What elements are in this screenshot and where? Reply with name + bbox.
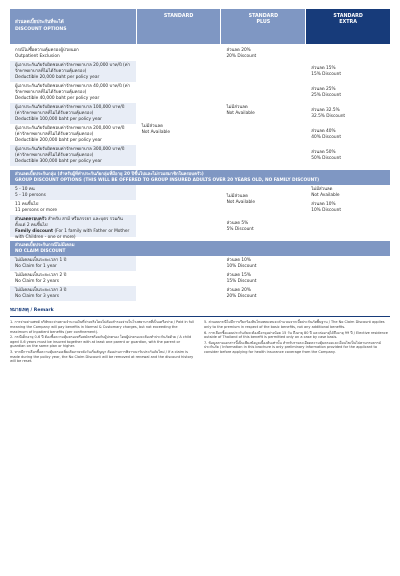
group-discount-header: ส่วนลดเบี้ยประกันกลุ่ม (สำหรับผู้ที่ทำประกันภัยกลุ่มที่มีอายุ 20 ปีขึ้นไปและไม่รวมสมาชิกในครอบครัว) GROUP DISCOUNT OPTIONS (THIS WILL BE OFFERED TO GROUP INSURED ADULTS OVER 20 YEARS OLD, NO FAMILY DISCOUNT)	[10, 170, 390, 185]
remarks-right-column	[204, 320, 390, 364]
table-row: ไม่มีเคลมเป็นระยะเวลา 3 ปี No Claim for 3 years	[10, 286, 136, 301]
header-discount-options	[10, 9, 136, 44]
header-standard-plus: STANDARD PLUS	[221, 9, 305, 44]
extra-deductible-100000: ส่วนลด 32.5% 32.5% Discount	[311, 108, 346, 119]
group-extra-5-10: ไม่มีส่วนลด Not Available	[311, 187, 340, 198]
plus-not-available: ไม่มีส่วนลด Not Available	[226, 105, 255, 116]
extra-deductible-40000: ส่วนลด 25% 25% Discount	[311, 87, 342, 98]
table-row: ไม่มีเคลมเป็นระยะเวลา 2 ปี No Claim for 2 years	[15, 273, 67, 285]
no-claim-section	[10, 256, 390, 301]
header-discount-th: ส่วนลดเบี้ยประกันที่จะได้	[15, 20, 64, 26]
remarks-title: หมายเหตุ / Remark	[10, 307, 390, 317]
table-row: ผู้เอาประกันภัยรับผิดชอบค่ารักษาพยาบาล 200,000 บาท/ปี (ค่ารักษาพยาบาลที่ไม่ได้รับความคุ้มครอง) Deductible 200,000 baht per policy year	[15, 126, 125, 143]
no-claim-header: ส่วนลดเบี้ยประกันกรณีไม่มีเคลม NO CLAIM DISCOUNT	[10, 241, 390, 256]
remark-item: 6. การเลือกซื้อแผนประกันภัยจะต้องมีอายุอย่างน้อย 15 วัน ถึงอายุ 80 ปี และต่ออายุได้ถึงอายุ 99 ปี / Elective residence outside of Thailand of this benefit is permitted only on a case by case basis.	[204, 330, 388, 340]
remarks-body	[10, 320, 390, 364]
table-row: กรณีไม่ซื้อความคุ้มครองผู้ป่วยนอก Outpatient Exclusion	[15, 48, 79, 59]
no-claim-1-year: ส่วนลด 10% 10% Discount	[226, 258, 257, 270]
discount-table	[10, 9, 390, 365]
table-row: ผู้เอาประกันภัยรับผิดชอบค่ารักษาพยาบาล 40,000 บาท/ปี (ค่ารักษาพยาบาลที่ไม่ได้รับความคุ้มครอง) Deductible 40,000 baht per policy year	[15, 84, 131, 101]
remark-item: 1. การจ่ายค่าแพทย์ บริษัทจะจ่ายตามจำนวนเงินที่จ่ายจริงโดยไม่ต้องสำรองจ่ายในโรงพยาบาลที่เป็นเครือข่าย / Paid in full meaning the Company will pay benefits in Normal & Customary charges, but not exceeding the maximum of Inpatient benefits (per confinement).	[10, 320, 195, 334]
remark-item: 3. หากมีการเลือกซื้อความคุ้มครองเพิ่มเติมภายหลังวันเริ่มสัญญา ต้องผ่านการพิจารณารับประกันภัยใหม่ / If a claim is made during the policy year, the No Claim Discount will be removed at renewal and the discount history will be reset.	[10, 349, 194, 364]
table-header	[10, 9, 390, 44]
group-discount-section	[10, 185, 390, 240]
remark-item: 2. กรณีเด็กอายุ 0-6 ปี ต้องซื้อความคุ้มครองหรือสมัครพร้อมกับผู้ปกครอง โดยผู้ปกครองจะต้องทำประกันภัยด้วย / A child aged 0-6 years must be insured together with at least one parent or guardian, with the parent or guardian on the same plan or higher.	[10, 335, 192, 349]
deductible-section	[10, 46, 390, 166]
extra-deductible-300000: ส่วนลด 50% 50% Discount	[311, 150, 342, 161]
remarks-left-column	[10, 320, 196, 364]
remark-item: 5. ส่วนลดกรณีไม่มีการเรียกร้องสินไหมทดแทนจะคำนวณจากเบี้ยประกันภัยพื้นฐาน / The No Claim Discount applies only to the premium in respect of the basic benefits, not any additional benefits.	[204, 320, 385, 329]
group-extra-11-plus: ส่วนลด 10% 10% Discount	[311, 202, 341, 213]
table-row: ส่วนลดครอบครัว สำหรับ สามี หรือภรรยา และบุตร รวมกันตั้งแต่ 2 คนขึ้นไป Family discount (For 1 family with Father or Mother with Children - one or more)	[10, 215, 136, 237]
table-row: ผู้เอาประกันภัยรับผิดชอบค่ารักษาพยาบาล 300,000 บาท/ปี (ค่ารักษาพยาบาลที่ไม่ได้รับความคุ้มครอง) Deductible 300,000 baht per policy year	[10, 145, 136, 166]
family-discount-value: ส่วนลด 5% 5% Discount	[226, 221, 254, 232]
no-claim-3-years: ส่วนลด 20% 20% Discount	[226, 288, 257, 300]
header-discount-en: DISCOUNT OPTIONS	[15, 26, 67, 32]
group-standard-not-available: ไม่มีส่วนลด Not Available	[226, 194, 256, 205]
table-row: 11 คนขึ้นไป 11 persons or more	[15, 202, 58, 213]
table-row: 5 - 10 คน 5 - 10 persons	[10, 185, 136, 200]
extra-deductible-20000: ส่วนลด 15% 15% Discount	[311, 66, 342, 77]
remark-item: 7. ข้อมูลตามเอกสารนี้เป็นเพียงข้อมูลเบื้องต้นเท่านั้น สำหรับรายละเอียดความคุ้มครองและเงื่อนไขเป็นไปตามกรมธรรม์ประกันภัย / Information in this brochure is only preliminary information provided for the applicant to consider before applying for health insurance coverage from the Company.	[204, 340, 382, 354]
no-claim-2-years: ส่วนลด 15% 15% Discount	[226, 273, 257, 285]
standard-not-available: ไม่มีส่วนลด Not Available	[141, 124, 171, 135]
table-row: ผู้เอาประกันภัยรับผิดชอบค่ารักษาพยาบาล 100,000 บาท/ปี (ค่ารักษาพยาบาลที่ไม่ได้รับความคุ้มครอง) Deductible 100,000 baht per policy year	[10, 103, 136, 124]
plus-outpatient-discount: ส่วนลด 20% 20% Discount	[226, 48, 257, 59]
extra-deductible-200000: ส่วนลด 40% 40% Discount	[311, 129, 342, 140]
table-row: ไม่มีเคลมเป็นระยะเวลา 1 ปี No Claim for 1 year	[10, 256, 136, 271]
header-standard-extra: STANDARD EXTRA	[306, 9, 390, 44]
header-standard: STANDARD	[137, 9, 221, 44]
table-row: ผู้เอาประกันภัยรับผิดชอบค่ารักษาพยาบาล 20,000 บาท/ปี (ค่ารักษาพยาบาลที่ไม่ได้รับความคุ้มครอง) Deductible 20,000 baht per policy year	[10, 61, 136, 82]
